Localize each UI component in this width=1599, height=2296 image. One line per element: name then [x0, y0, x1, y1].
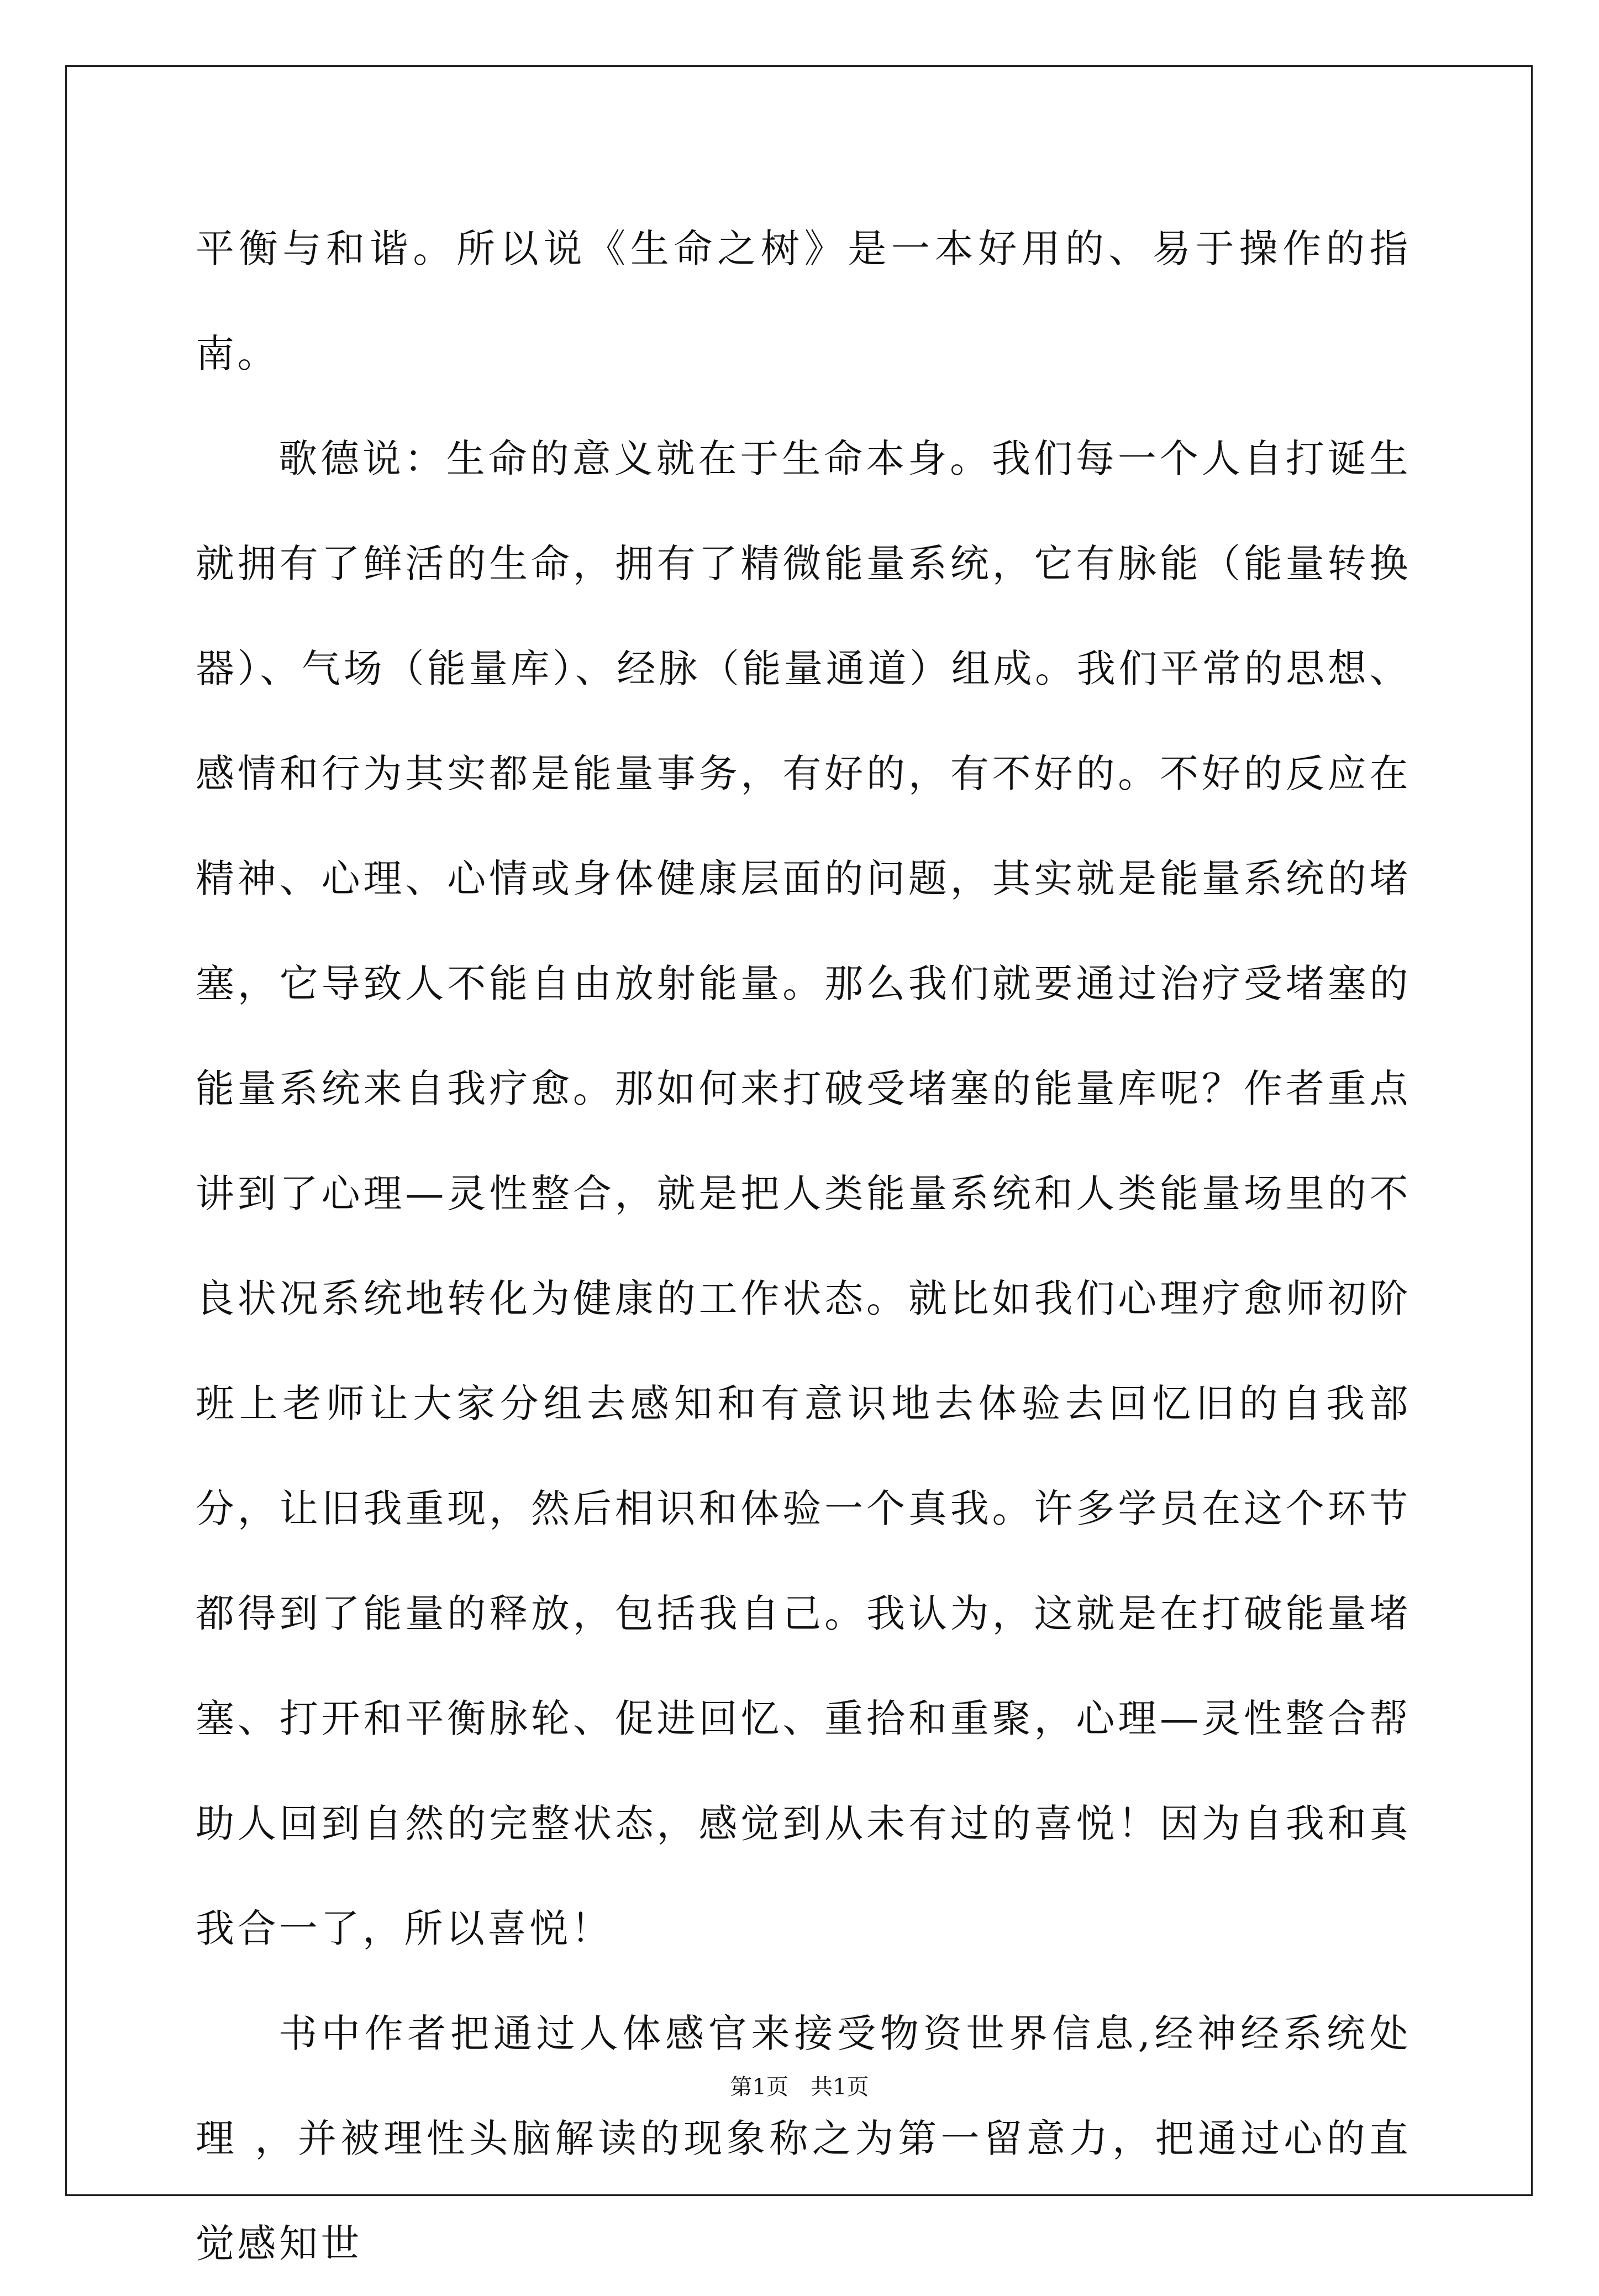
- document-body: [196, 196, 1411, 2296]
- paragraph-goethe: 歌德说：生命的意义就在于生命本身。我们每一个人自打诞生就拥有了鲜活的生命，拥有了精微能量系统，它有脉能（能量转换器）、气场（能量库）、经脉（能量通道）组成。我们平常的思想、感情和行为其实都是能量事务，有好的，有不好的。不好的反应在精神、心理、心情或身体健康层面的问题，其实就是能量系统的堵塞，它导致人不能自由放射能量。那么我们就要通过治疗受堵塞的能量系统来自我疗愈。那如何来打破受堵塞的能量库呢？作者重点讲到了心理—灵性整合，就是把人类能量系统和人类能量场里的不良状况系统地转化为健康的工作状态。就比如我们心理疗愈师初阶班上老师让大家分组去感知和有意识地去体验去回忆旧的自我部分，让旧我重现，然后相识和体验一个真我。许多学员在这个环节都得到了能量的释放，包括我自己。我认为，这就是在打破能量堵塞、打开和平衡脉轮、促进回忆、重拾和重聚，心理—灵性整合帮助人回到自然的完整状态，感觉到从未有过的喜悦！因为自我和真我合一了，所以喜悦！: [196, 436, 1411, 1951]
- page-number-footer: 第1页 共1页: [730, 2074, 869, 2100]
- paragraph-attention: 书中作者把通过人体感官来接受物资世界信息,经神经系统处理 ，并被理性头脑解读的现象称之为第一留意力，把通过心的直觉感知世: [196, 2011, 1411, 2266]
- paragraph-continuation: 平衡与和谐。所以说《生命之树》是一本好用的、易于操作的指南。: [196, 226, 1411, 376]
